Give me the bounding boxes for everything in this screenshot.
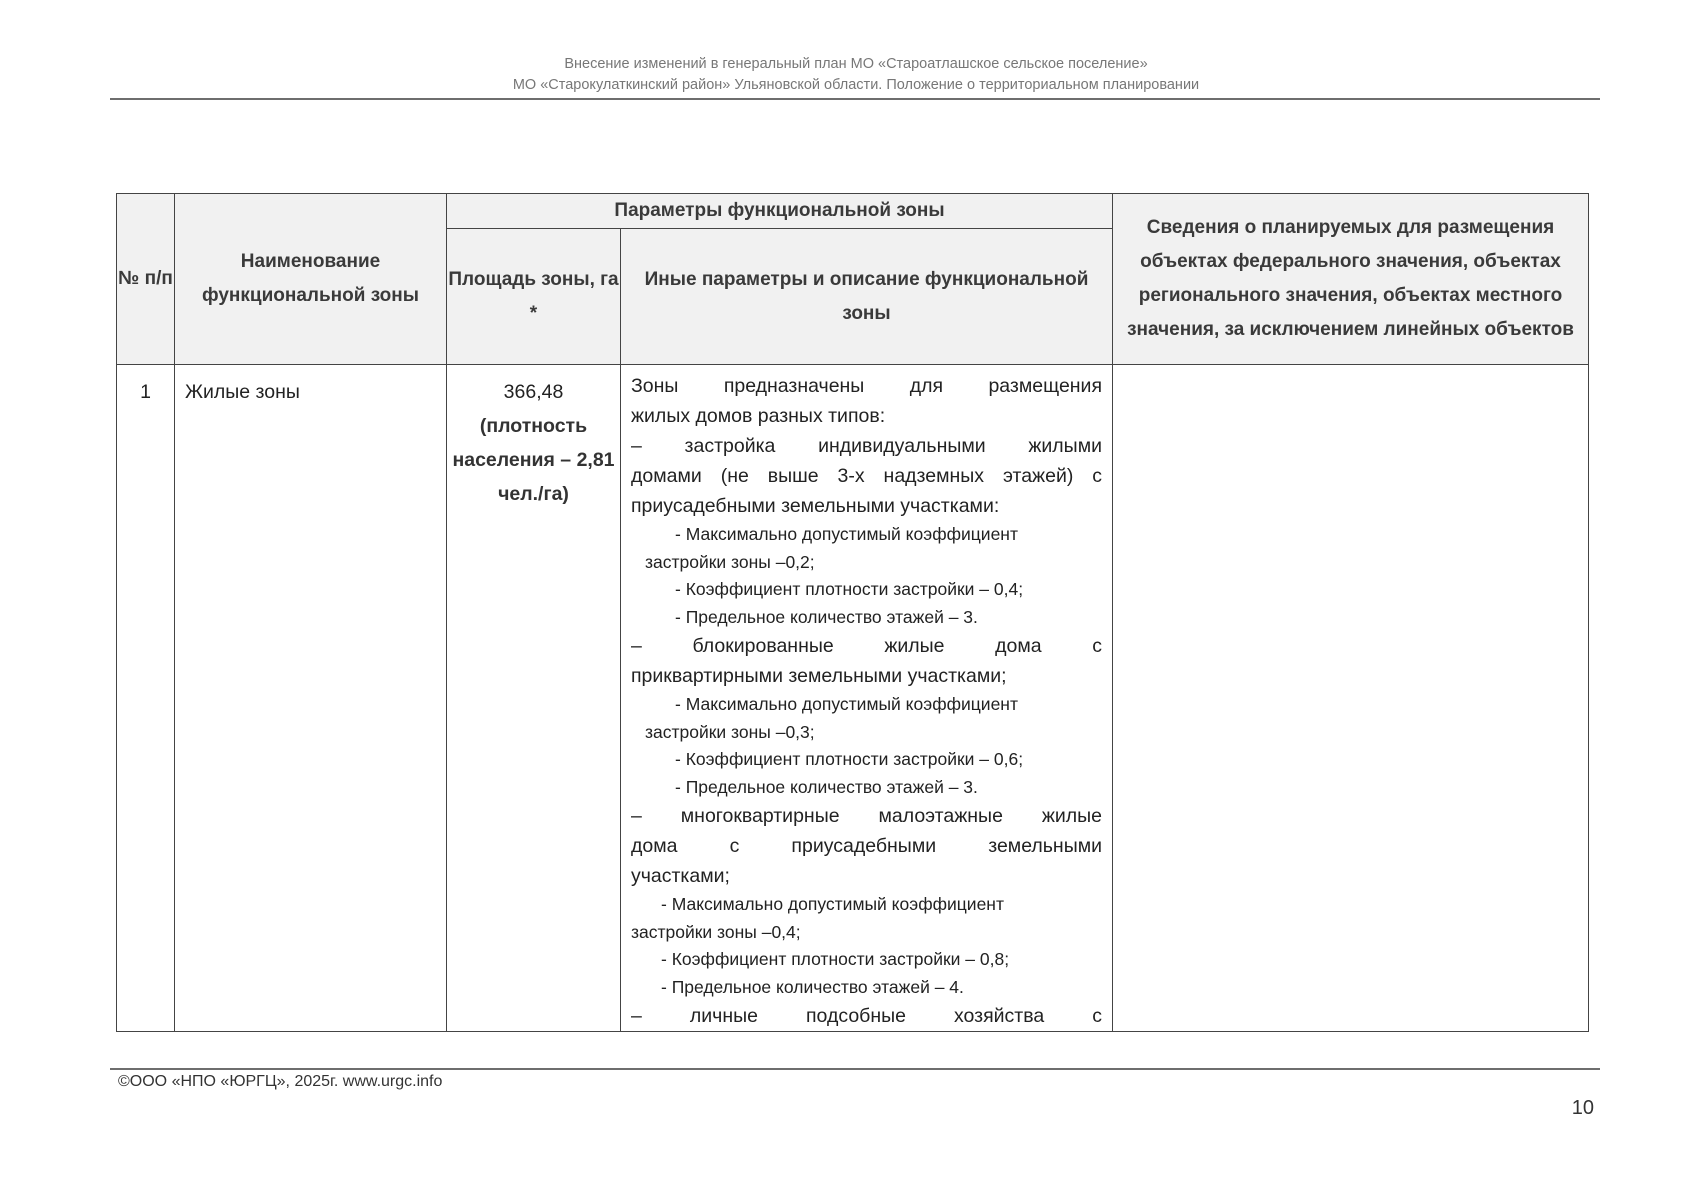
document-header (112, 54, 1600, 96)
desc-intro-line-1: Зоны предназначены для размещения (631, 375, 1103, 397)
desc-g2-item3: - Предельное количество этажей – 3. (675, 776, 978, 797)
area-density-note: (плотность населения – 2,81 чел./га) (452, 415, 615, 505)
desc-group1-line-1: – застройка индивидуальными жилыми (631, 435, 1103, 457)
row-description (621, 365, 1113, 1032)
desc-g3-item1-line-1: - Максимально допустимый коэффициент (661, 894, 1004, 914)
desc-g1-item1-line-2: застройки зоны –0,2; (645, 551, 815, 572)
desc-group2-line-1: – блокированные жилые дома с (631, 635, 1103, 657)
header-zone-name: Наименование функциональной зоны (175, 194, 447, 365)
header-number: № п/п (117, 194, 175, 365)
zones-table (116, 193, 1589, 1032)
header-line-2: МО «Старокулаткинский район» Ульяновской области. Положение о территориальном планировании (512, 77, 1200, 93)
desc-g2-item2: - Коэффициент плотности застройки – 0,6; (675, 749, 1024, 769)
desc-group2-line-2: приквартирными земельными участками; (631, 665, 1007, 687)
row-planned-objects (1113, 365, 1589, 1032)
row-number: 1 (117, 365, 175, 1032)
footer-copyright: ©ООО «НПО «ЮРГЦ», 2025г. www.urgc.info (118, 1073, 443, 1090)
desc-g1-item2: - Коэффициент плотности застройки – 0,4; (675, 579, 1024, 599)
page-number: 10 (1571, 1097, 1594, 1119)
desc-g1-item1-line-1: - Максимально допустимый коэффициент (675, 524, 1018, 544)
row-area (447, 365, 621, 1032)
header-line-1: Внесение изменений в генеральный план МО «Староатлашское сельское поселение» (564, 56, 1148, 72)
table-row (117, 365, 1589, 1032)
desc-g3-item2: - Коэффициент плотности застройки – 0,8; (661, 949, 1010, 969)
header-other-parameters: Иные параметры и описание функциональной зоны (621, 229, 1113, 365)
footer-divider (110, 1068, 1600, 1070)
desc-g2-item1-line-1: - Максимально допустимый коэффициент (675, 694, 1018, 714)
desc-g3-item3: - Предельное количество этажей – 4. (661, 976, 964, 997)
desc-g2-item1-line-2: застройки зоны –0,3; (645, 721, 815, 742)
desc-intro-line-2: жилых домов разных типов: (631, 405, 886, 427)
header-planned-objects: Сведения о планируемых для размещения объектах федерального значения, объектах регионального значения, объектах местного значения, за исключением линейных объектов (1113, 194, 1589, 365)
desc-group4-line-1: – личные подсобные хозяйства с (631, 1005, 1103, 1027)
desc-group3-line-2: дома с приусадебными земельными (631, 835, 1103, 857)
header-parameters-group: Параметры функциональной зоны (447, 194, 1113, 229)
header-area: Площадь зоны, га * (447, 229, 621, 365)
table-header-row-1 (117, 194, 1589, 229)
row-zone-name: Жилые зоны (175, 365, 447, 1032)
desc-group1-line-2: домами (не выше 3-х надземных этажей) с (631, 465, 1103, 487)
desc-group3-line-1: – многоквартирные малоэтажные жилые (631, 805, 1103, 827)
header-divider (110, 98, 1600, 100)
desc-group3-line-3: участками; (631, 865, 730, 887)
area-value: 366,48 (503, 381, 564, 403)
desc-g3-item1-line-2: застройки зоны –0,4; (631, 921, 801, 942)
desc-g1-item3: - Предельное количество этажей – 3. (675, 606, 978, 627)
desc-group1-line-3: приусадебными земельными участками: (631, 495, 1000, 517)
